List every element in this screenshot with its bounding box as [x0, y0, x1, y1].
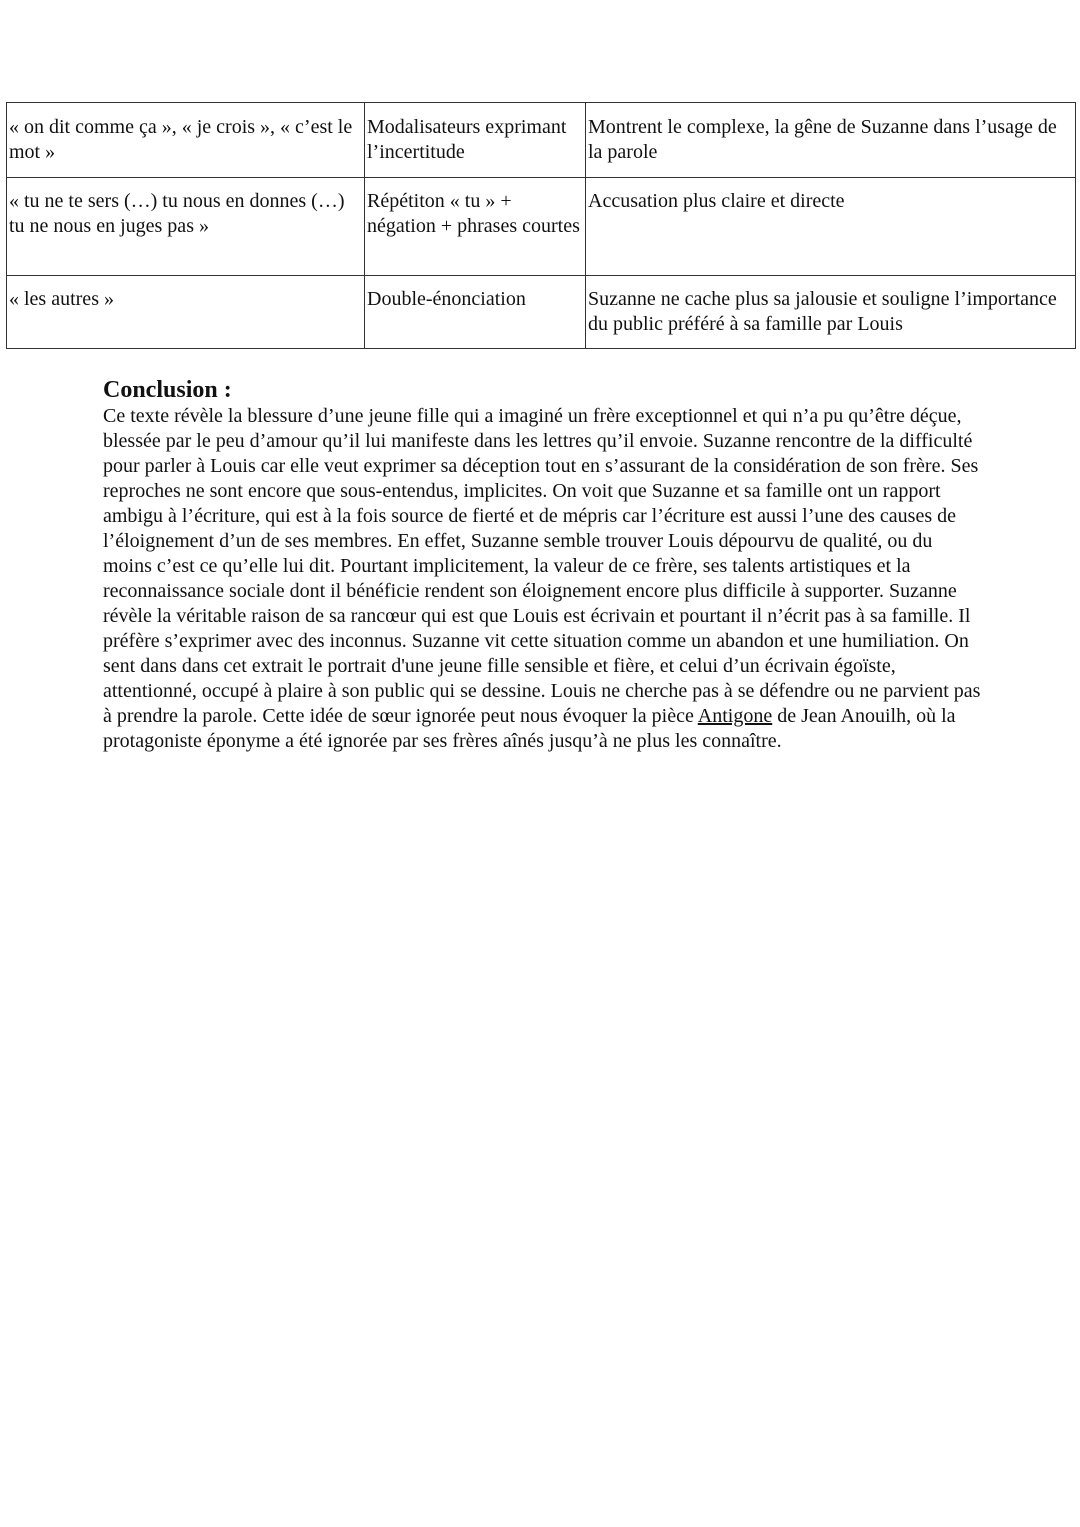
- conclusion-section: [103, 376, 983, 754]
- procede-cell: Double-énonciation: [365, 276, 586, 349]
- quote-cell: « les autres »: [7, 276, 365, 349]
- quote-cell: « on dit comme ça », « je crois », « c’est le mot »: [7, 103, 365, 178]
- interpretation-cell: Accusation plus claire et directe: [586, 178, 1076, 276]
- interpretation-cell: Montrent le complexe, la gêne de Suzanne dans l’usage de la parole: [586, 103, 1076, 178]
- procede-cell: Répétiton « tu » + négation + phrases courtes: [365, 178, 586, 276]
- interpretation-cell: Suzanne ne cache plus sa jalousie et souligne l’importance du public préféré à sa famille par Louis: [586, 276, 1076, 349]
- conclusion-text-part1: Ce texte révèle la blessure d’une jeune fille qui a imaginé un frère exceptionnel et qui n’a pu qu’être déçue, blessée par le peu d’amour qu’il lui manifeste dans les lettres qu’il envoie. Suzanne rencontre de la difficulté pour parler à Louis car elle veut exprimer sa déception tout en s’assurant de la considération de son frère. Ses reproches ne sont encore que sous-entendus, implicites. On voit que Suzanne et sa famille ont un rapport ambigu à l’écriture, qui est à la fois source de fierté et de mépris car l’écriture est aussi l’une des causes de l’éloignement d’un de ses membres. En effet, Suzanne semble trouver Louis dépourvu de qualité, ou du moins c’est ce qu’elle lui dit. Pourtant implicitement, la valeur de ce frère, ses talents artistiques et la reconnaissance sociale dont il bénéficie rendent son éloignement encore plus difficile à supporter. Suzanne révèle la véritable raison de sa rancœur qui est que Louis est écrivain et pourtant il n’écrit pas à sa famille. Il préfère s’exprimer avec des inconnus. Suzanne vit cette situation comme un abandon et une humiliation. On sent dans dans cet extrait le portrait d'une jeune fille sensible et fière, et celui d’un écrivain égoïste, attentionné, occupé à plaire à son public qui se dessine. Louis ne cherche pas à se défendre ou ne parvient pas à prendre la parole. Cette idée de sœur ignorée peut nous évoquer la pièce: [103, 405, 981, 727]
- procede-cell: Modalisateurs exprimant l’incertitude: [365, 103, 586, 178]
- conclusion-heading: Conclusion :: [103, 377, 232, 403]
- analysis-table: [6, 102, 1076, 349]
- table-row: [7, 103, 1076, 178]
- table-row: [7, 178, 1076, 276]
- table-row: [7, 276, 1076, 349]
- conclusion-paragraph: [103, 404, 983, 754]
- quote-cell: « tu ne te sers (…) tu nous en donnes (…) tu ne nous en juges pas »: [7, 178, 365, 276]
- book-title-antigone: Antigone: [697, 705, 773, 727]
- conclusion-text-part2: de Jean Anouilh, où la protagoniste éponyme a été ignorée par ses frères aînés jusqu’à ne plus les connaître.: [103, 705, 956, 752]
